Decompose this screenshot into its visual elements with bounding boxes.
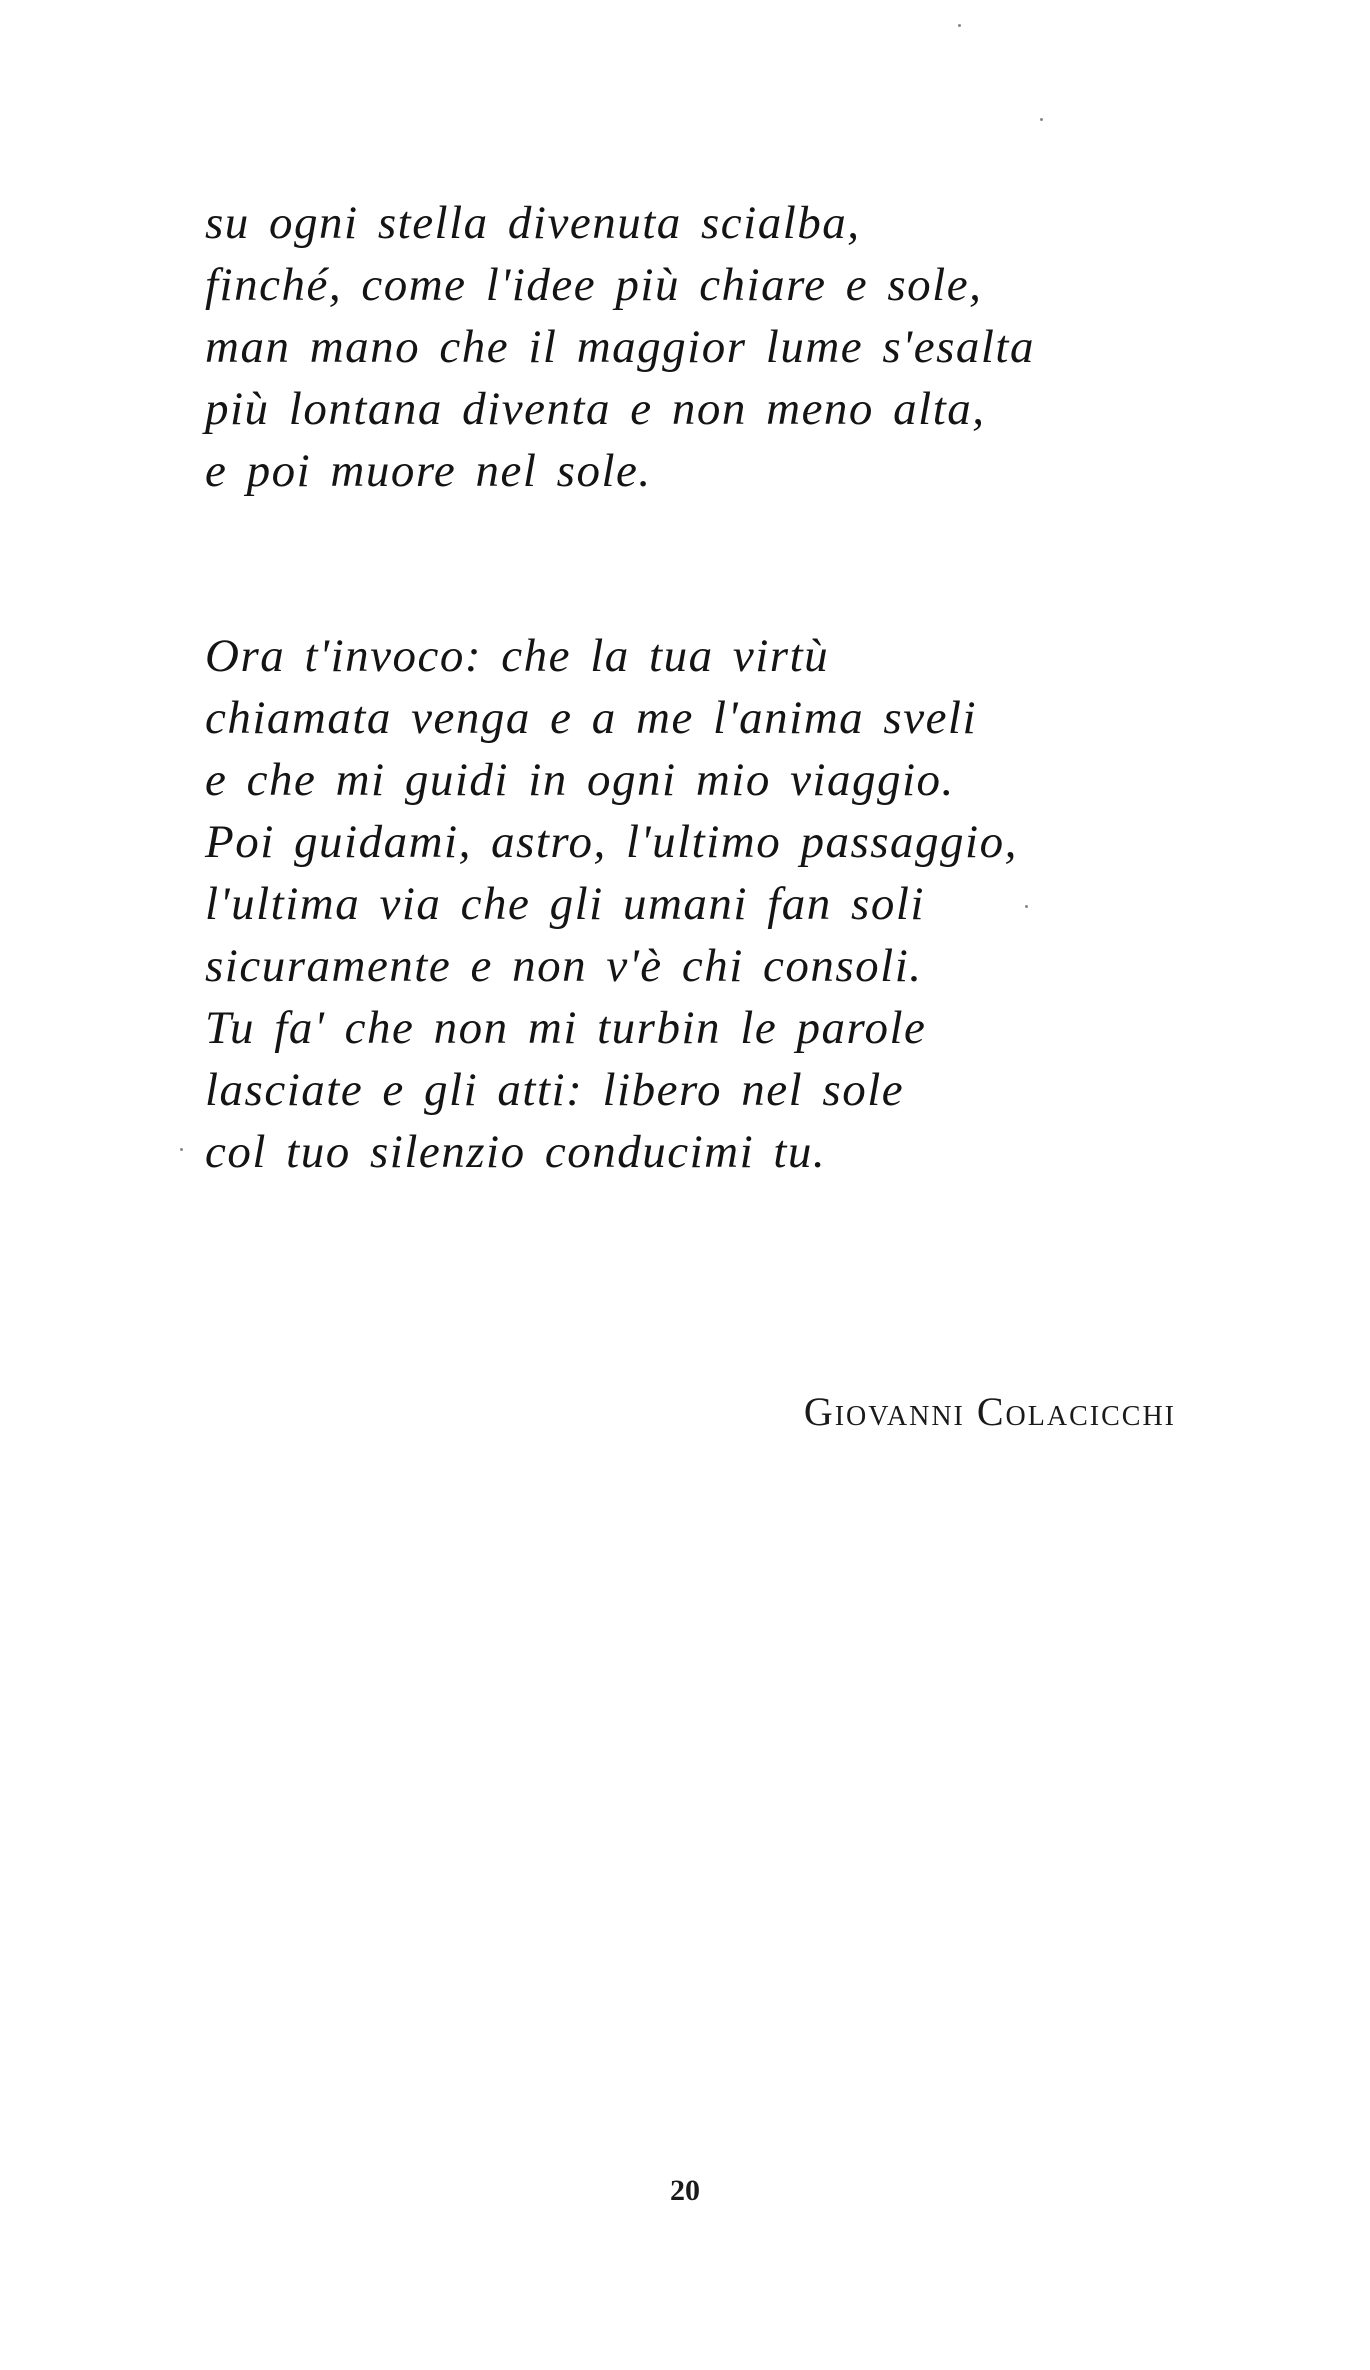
poem-stanza-2 [205, 625, 1018, 1183]
scan-speck [1040, 118, 1043, 121]
page-number: 20 [670, 2174, 700, 2207]
author-signature: Giovanni Colacicchi [803, 1389, 1176, 1434]
verse-line: chiamata venga e a me l'anima sveli [205, 692, 978, 744]
scan-speck [958, 24, 961, 27]
verse-line: lasciate e gli atti: libero nel sole [205, 1064, 905, 1116]
verse-line: Tu fa' che non mi turbin le parole [205, 1002, 927, 1054]
verse-line: Poi guidami, astro, l'ultimo passaggio, [205, 816, 1018, 868]
verse-line: più lontana diventa e non meno alta, [205, 383, 986, 435]
scan-speck [180, 1148, 183, 1151]
verse-line: e che mi guidi in ogni mio viaggio. [205, 754, 955, 806]
verse-line: finché, come l'idee più chiare e sole, [205, 259, 983, 311]
verse-line: col tuo silenzio conducimi tu. [205, 1126, 827, 1178]
verse-line: e poi muore nel sole. [205, 445, 652, 497]
verse-line: su ogni stella divenuta scialba, [205, 197, 861, 249]
poem-stanza-1 [205, 192, 1035, 502]
verse-line: Ora t'invoco: che la tua virtù [205, 630, 830, 682]
verse-line: l'ultima via che gli umani fan soli [205, 878, 925, 930]
verse-line: man mano che il maggior lume s'esalta [205, 321, 1035, 373]
verse-line: sicuramente e non v'è chi consoli. [205, 940, 923, 992]
scan-speck [1025, 905, 1028, 908]
